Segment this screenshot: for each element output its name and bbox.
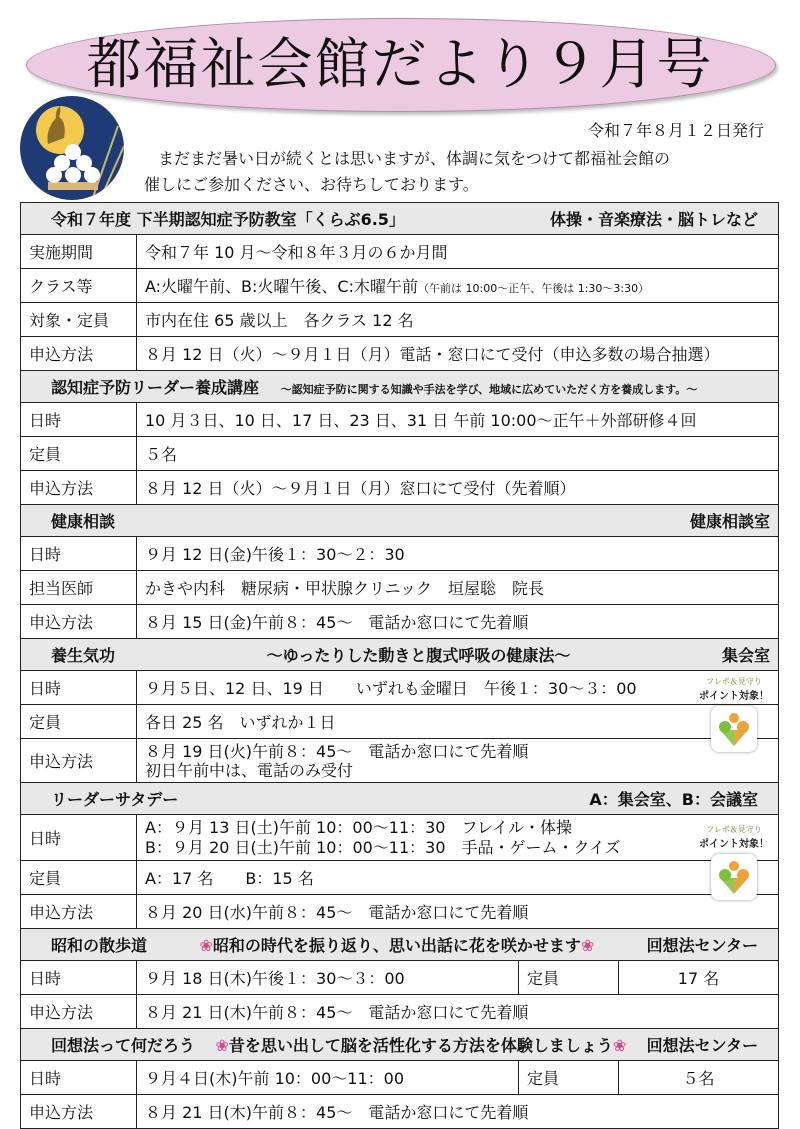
table-row — [21, 605, 779, 639]
row-value: ９月５日、12 日、19 日 いずれも金曜日 午後１：30～３：00 — [137, 671, 779, 705]
row-value: A：17 名 B：15 名 — [137, 861, 779, 895]
heart-faces-icon — [711, 854, 757, 900]
flower-icon: ❀ — [580, 936, 595, 955]
row-value: 17 名 — [619, 961, 779, 995]
row-label: 定員 — [21, 705, 137, 739]
table-row — [21, 1095, 779, 1129]
section-place: 健康相談室 — [689, 512, 770, 531]
table-row — [21, 1061, 779, 1095]
row-value: かきや内科 糖尿病・甲状腺クリニック 垣屋聡 院長 — [137, 571, 779, 605]
row-value: ５名 — [137, 437, 779, 471]
point-badge — [692, 676, 776, 752]
row-value: ８月 12 日（火）～９月１日（月）電話・窓口にて受付（申込多数の場合抽選） — [137, 337, 779, 371]
section-header-health — [21, 505, 779, 537]
section-place: A：集会室、B：会議室 — [589, 790, 758, 809]
row-label: 日時 — [21, 815, 137, 861]
page-title: 都福祉会館だより９月号 — [86, 32, 714, 96]
point-badge — [692, 824, 776, 900]
section-header-leader-course — [21, 371, 779, 403]
row-label: クラス等 — [21, 269, 137, 303]
schedule-table — [20, 202, 779, 1129]
section-title: 昭和の散歩道 — [51, 936, 148, 955]
section-subtitle: ～認知症予防に関する知識や手法を学び、地域に広めていただく方を養成します。～ — [280, 383, 698, 396]
row-label: 日時 — [21, 537, 137, 571]
row-value: 10 月３日、10 日、17 日、23 日、31 日 午前 10:00～正午＋外部研修４回 — [137, 403, 779, 437]
section-subtitle: ～ゆったりした動きと腹式呼吸の健康法～ — [266, 646, 571, 665]
row-label: 申込方法 — [21, 739, 137, 783]
section-title: 認知症予防リーダー養成講座 — [51, 378, 260, 397]
section-header-qigong — [21, 639, 779, 671]
row-value: 各日 25 名 いずれか１日 — [137, 705, 779, 739]
row-label: 担当医師 — [21, 571, 137, 605]
table-row — [21, 739, 779, 783]
row-label: 日時 — [21, 1061, 137, 1095]
flower-icon: ❀ — [612, 1036, 627, 1055]
schedule — [20, 202, 778, 1129]
row-label: 日時 — [21, 403, 137, 437]
table-row — [21, 961, 779, 995]
table-row — [21, 471, 779, 505]
badge-line-1: フレポ＆見守り — [706, 825, 762, 834]
table-row — [21, 995, 779, 1029]
table-row — [21, 437, 779, 471]
row-value: ８月 15 日(金)午前８：45～ 電話か窓口にて先着順 — [137, 605, 779, 639]
row-label: 申込方法 — [21, 1095, 137, 1129]
row-value-2: 初日午前中は、電話のみ受付 — [145, 760, 354, 780]
table-row — [21, 705, 779, 739]
row-value: A：９月 13 日(土)午前 10：00～11：30 フレイル・体操 — [145, 817, 573, 837]
row-value: ９月 12 日(金)午後１：30～２：30 — [137, 537, 779, 571]
section-tag: 体操・音楽療法・脳トレなど — [549, 210, 758, 229]
section-subtitle: 昭和の時代を振り返り、思い出話に花を咲かせます — [212, 936, 581, 955]
row-value: ８月 12 日（火）～９月１日（月）窓口にて受付（先着順） — [137, 471, 779, 505]
row-label: 申込方法 — [21, 471, 137, 505]
row-label: 定員 — [21, 861, 137, 895]
row-value: ８月 21 日(木)午前８：45～ 電話か窓口にて先着順 — [137, 1095, 779, 1129]
section-header-kurabu — [21, 203, 779, 235]
row-label: 日時 — [21, 961, 137, 995]
table-row — [21, 671, 779, 705]
row-label: 定員 — [519, 1061, 619, 1095]
row-label: 定員 — [519, 961, 619, 995]
section-title: 養生気功 — [51, 646, 116, 665]
table-row — [21, 403, 779, 437]
intro-text — [144, 146, 764, 198]
row-value: ９月 18 日(木)午後１：30～３：00 — [137, 961, 519, 995]
table-row — [21, 235, 779, 269]
badge-line-2: ポイント対象！ — [699, 691, 769, 702]
row-label: 申込方法 — [21, 995, 137, 1029]
section-title: 令和７年度 下半期認知症予防教室「くらぶ6.5」 — [51, 210, 405, 229]
intro-line-2: 催しにご参加ください、お待ちしております。 — [144, 175, 479, 194]
table-row — [21, 303, 779, 337]
flower-icon: ❀ — [199, 936, 213, 955]
heart-faces-icon — [711, 706, 757, 752]
table-row — [21, 815, 779, 861]
row-label: 日時 — [21, 671, 137, 705]
row-value: ９月４日(木)午前 10：00～11：00 — [137, 1061, 519, 1095]
row-value: A:火曜午前、B:火曜午後、C:木曜午前 — [145, 277, 418, 296]
row-label: 申込方法 — [21, 337, 137, 371]
section-title: リーダーサタデー — [51, 790, 179, 809]
table-row — [21, 337, 779, 371]
table-row — [21, 861, 779, 895]
table-row — [21, 895, 779, 929]
intro-line-1: まだまだ暑い日が続くとは思いますが、体調に気をつけて都福祉会館の — [158, 149, 671, 168]
section-place: 回想法センター — [646, 1036, 758, 1055]
row-label: 対象・定員 — [21, 303, 137, 337]
row-value: ８月 19 日(火)午前８：45～ 電話か窓口にて先着順 — [145, 741, 529, 761]
row-value: 令和７年 10 月～令和８年３月の６か月間 — [137, 235, 779, 269]
section-title: 回想法って何だろう — [51, 1036, 196, 1055]
table-row — [21, 269, 779, 303]
badge-line-1: フレポ＆見守り — [706, 677, 762, 686]
row-label: 実施期間 — [21, 235, 137, 269]
section-title: 健康相談 — [51, 512, 116, 531]
section-subtitle: 昔を思い出して脳を活性化する方法を体験しましょう — [228, 1036, 613, 1055]
row-label: 申込方法 — [21, 605, 137, 639]
row-label: 定員 — [21, 437, 137, 471]
row-value: 市内在住 65 歳以上 各クラス 12 名 — [137, 303, 779, 337]
moon-rabbit-dango-icon — [20, 96, 124, 200]
row-note: （午前は 10:00～正午、午後は 1:30～3:30） — [418, 282, 650, 295]
flower-icon: ❀ — [215, 1036, 229, 1055]
row-value: ８月 21 日(木)午前８：45～ 電話か窓口にて先着順 — [137, 995, 779, 1029]
section-place: 回想法センター — [646, 936, 758, 955]
section-header-leader-saturday — [21, 783, 779, 815]
section-header-showa — [21, 929, 779, 961]
table-row — [21, 537, 779, 571]
section-place: 集会室 — [721, 646, 770, 665]
row-value: ５名 — [619, 1061, 779, 1095]
row-value: ８月 20 日(水)午前８：45～ 電話か窓口にて先着順 — [137, 895, 779, 929]
table-row — [21, 571, 779, 605]
section-header-reminiscence — [21, 1029, 779, 1061]
badge-line-2: ポイント対象！ — [699, 839, 769, 850]
row-value-2: B：９月 20 日(土)午前 10：00～11：30 手品・ゲーム・クイズ — [145, 837, 621, 857]
row-label: 申込方法 — [21, 895, 137, 929]
issue-date: 令和７年８月１２日発行 — [587, 121, 764, 140]
